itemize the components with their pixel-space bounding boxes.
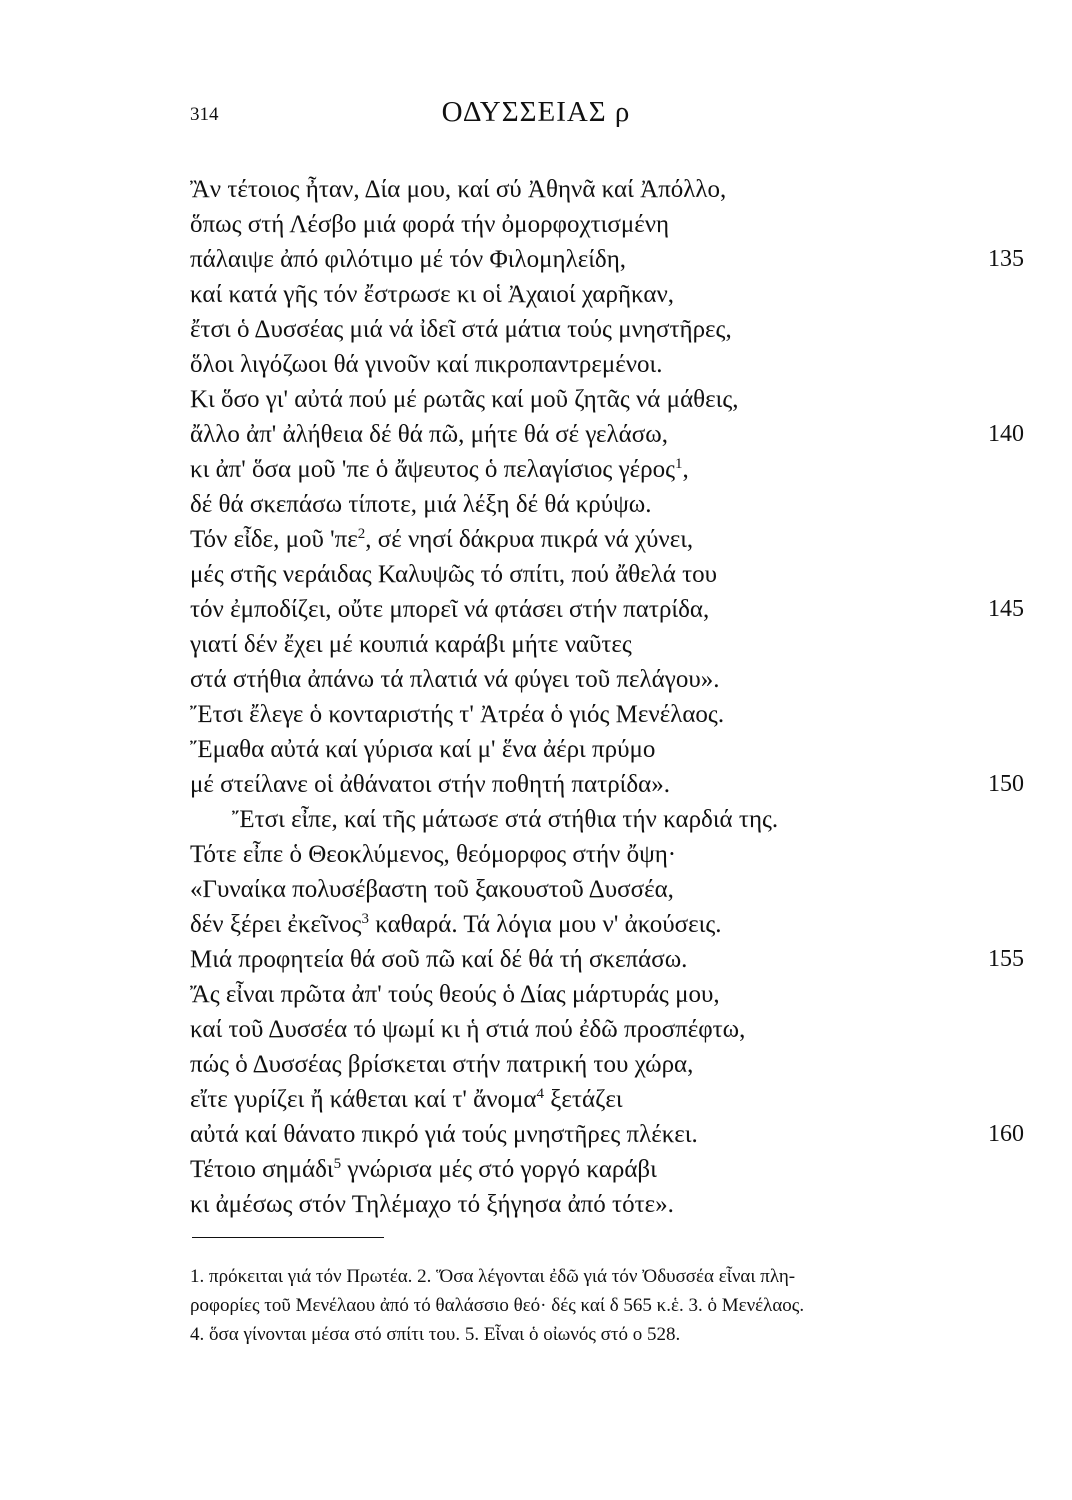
verse-text: δέν ξέρει ἐκεῖνος xyxy=(190,911,362,938)
verse-text: κι ἀμέσως στόν Τηλέμαχο τό ξήγησα ἀπό τότε». xyxy=(190,1191,674,1218)
verse-text-continued: ξετάζει xyxy=(544,1086,623,1113)
footnote-line: 1. πρόκειται γιά τόν Πρωτέα. 2. Ὅσα λέγονται ἐδῶ γιά τόν Ὀδυσσέα εἶναι πλη- xyxy=(190,1266,796,1287)
verse-text: γιατί δέν ἔχει μέ κουπιά καράβι μήτε ναῦτες xyxy=(190,631,632,658)
verse-text: Ἔτσι ἔλεγε ὁ κονταριστής τ' Ἀτρέα ὁ γιός Μενέλαος. xyxy=(190,701,725,728)
verse-text: Ἄς εἶναι πρῶτα ἀπ' τούς θεούς ὁ Δίας μάρτυράς μου, xyxy=(190,981,720,1008)
verse-line xyxy=(190,452,1030,487)
verse-line xyxy=(190,767,1030,802)
verse-text-continued: , σέ νησί δάκρυα πικρά νά χύνει, xyxy=(365,526,694,553)
verse-line xyxy=(190,732,1030,767)
verse-line xyxy=(190,907,1030,942)
line-number: 150 xyxy=(988,771,1024,797)
verse-text: καί τοῦ Δυσσέα τό ψωμί κι ἡ στιά πού ἐδῶ προσπέφτω, xyxy=(190,1016,746,1043)
verse-line xyxy=(190,1082,1030,1117)
verse-text-continued: γνώρισα μές στό γοργό καράβι xyxy=(341,1156,657,1183)
verse-line xyxy=(190,872,1030,907)
verse-line xyxy=(190,207,1030,242)
verse-line xyxy=(190,1117,1030,1152)
verse-text: καί κατά γῆς τόν ἔστρωσε κι οἱ Ἀχαιοί χαρῆκαν, xyxy=(190,281,675,308)
verse-text: μέ στείλανε οἱ ἀθάνατοι στήν ποθητή πατρίδα». xyxy=(190,771,671,798)
footnote-marker: 4 xyxy=(536,1086,545,1102)
footnote-divider xyxy=(192,1237,384,1238)
line-number: 160 xyxy=(988,1121,1024,1147)
verse-line xyxy=(190,802,1030,837)
verse-line xyxy=(190,627,1030,662)
verse-text: κι ἀπ' ὅσα μοῦ 'πε ὁ ἄψευτος ὁ πελαγίσιος γέρος xyxy=(190,456,675,483)
verse-line xyxy=(190,697,1030,732)
verse-block xyxy=(190,172,1030,1222)
verse-text: ἔτσι ὁ Δυσσέας μιά νά ἰδεῖ στά μάτια τούς μνηστῆρες, xyxy=(190,316,732,343)
line-number: 135 xyxy=(988,246,1024,272)
verse-line xyxy=(190,1047,1030,1082)
verse-text: ἄλλο ἀπ' ἀλήθεια δέ θά πῶ, μήτε θά σέ γελάσω, xyxy=(190,421,668,448)
verse-text: δέ θά σκεπάσω τίποτε, μιά λέξη δέ θά κρύψω. xyxy=(190,491,652,518)
verse-line xyxy=(190,1152,1030,1187)
verse-line xyxy=(190,837,1030,872)
line-number: 140 xyxy=(988,421,1024,447)
footnote-marker: 3 xyxy=(361,911,369,927)
footnote-line: 4. ὅσα γίνονται μέσα στό σπίτι του. 5. Εἶναι ὁ οἰωνός στό ο 528. xyxy=(190,1324,681,1345)
footnote-marker: 2 xyxy=(357,526,366,542)
verse-line xyxy=(190,487,1030,522)
verse-line xyxy=(190,382,1030,417)
verse-line xyxy=(190,312,1030,347)
verse-line xyxy=(190,522,1030,557)
verse-text: ὅπως στή Λέσβο μιά φορά τήν ὀμορφοχτισμένη xyxy=(190,211,670,238)
verse-text: ὅλοι λιγόζωοι θά γινοῦν καί πικροπαντρεμένοι. xyxy=(190,351,663,378)
verse-text: Μιά προφητεία θά σοῦ πῶ καί δέ θά τή σκεπάσω. xyxy=(190,946,688,973)
verse-text: αὐτά καί θάνατο πικρό γιά τούς μνηστῆρες πλέκει. xyxy=(190,1121,698,1148)
footnote-marker: 5 xyxy=(333,1156,342,1172)
verse-line xyxy=(190,172,1030,207)
verse-text: Ἂν τέτοιος ἦταν, Δία μου, καί σύ Ἀθηνᾶ καί Ἀπόλλο, xyxy=(190,176,727,203)
verse-text: στά στήθια ἀπάνω τά πλατιά νά φύγει τοῦ πελάγου». xyxy=(190,666,720,693)
verse-line xyxy=(190,1187,1030,1222)
verse-line xyxy=(190,557,1030,592)
verse-text: Τέτοιο σημάδι xyxy=(190,1156,334,1183)
verse-text-continued: , xyxy=(682,456,689,483)
verse-text: Ἔμαθα αὐτά καί γύρισα καί μ' ἕνα ἀέρι πρύμο xyxy=(190,736,656,763)
verse-text-continued: καθαρά. Τά λόγια μου ν' ἀκούσεις. xyxy=(368,911,722,938)
footnote-line: ροφορίες τοῦ Μενέλαου ἀπό τό θαλάσσιο θεό· δές καί δ 565 κ.ἑ. 3. ὁ Μενέλαος. xyxy=(190,1295,805,1316)
verse-line xyxy=(190,417,1030,452)
verse-line xyxy=(190,942,1030,977)
verse-line xyxy=(190,277,1030,312)
verse-text: Κι ὅσο γι' αὐτά πού μέ ρωτᾶς καί μοῦ ζητᾶς νά μάθεις, xyxy=(190,386,739,413)
verse-line xyxy=(190,662,1030,697)
footnotes xyxy=(190,1262,1040,1349)
verse-text: πώς ὁ Δυσσέας βρίσκεται στήν πατρική του χώρα, xyxy=(190,1051,694,1078)
verse-text: Τότε εἶπε ὁ Θεοκλύμενος, θεόμορφος στήν ὄψη· xyxy=(190,841,677,868)
verse-text: «Γυναίκα πολυσέβαστη τοῦ ξακουστοῦ Δυσσέα, xyxy=(190,876,674,903)
verse-text: εἴτε γυρίζει ἤ κάθεται καί τ' ἄνομα xyxy=(190,1086,537,1113)
running-title: ΟΔΥΣΣΕΙΑΣ ρ xyxy=(441,96,631,128)
footnote-marker: 1 xyxy=(675,456,683,472)
verse-line xyxy=(190,242,1030,277)
line-number: 155 xyxy=(988,946,1024,972)
verse-text: τόν ἐμποδίζει, οὔτε μπορεῖ νά φτάσει στήν πατρίδα, xyxy=(190,596,710,623)
verse-text: Τόν εἶδε, μοῦ 'πε xyxy=(190,526,358,553)
line-number: 145 xyxy=(988,596,1024,622)
page-number: 314 xyxy=(190,104,219,125)
verse-line xyxy=(190,592,1030,627)
verse-line xyxy=(190,977,1030,1012)
verse-text: πάλαιψε ἀπό φιλότιμο μέ τόν Φιλομηλείδη, xyxy=(190,246,627,273)
verse-line xyxy=(190,1012,1030,1047)
verse-line xyxy=(190,347,1030,382)
verse-text: Ἔτσι εἶπε, καί τῆς μάτωσε στά στήθια τήν καρδιά της. xyxy=(232,806,779,833)
verse-text: μές στῆς νεράιδας Καλυψῶς τό σπίτι, πού ἄθελά του xyxy=(190,561,718,588)
